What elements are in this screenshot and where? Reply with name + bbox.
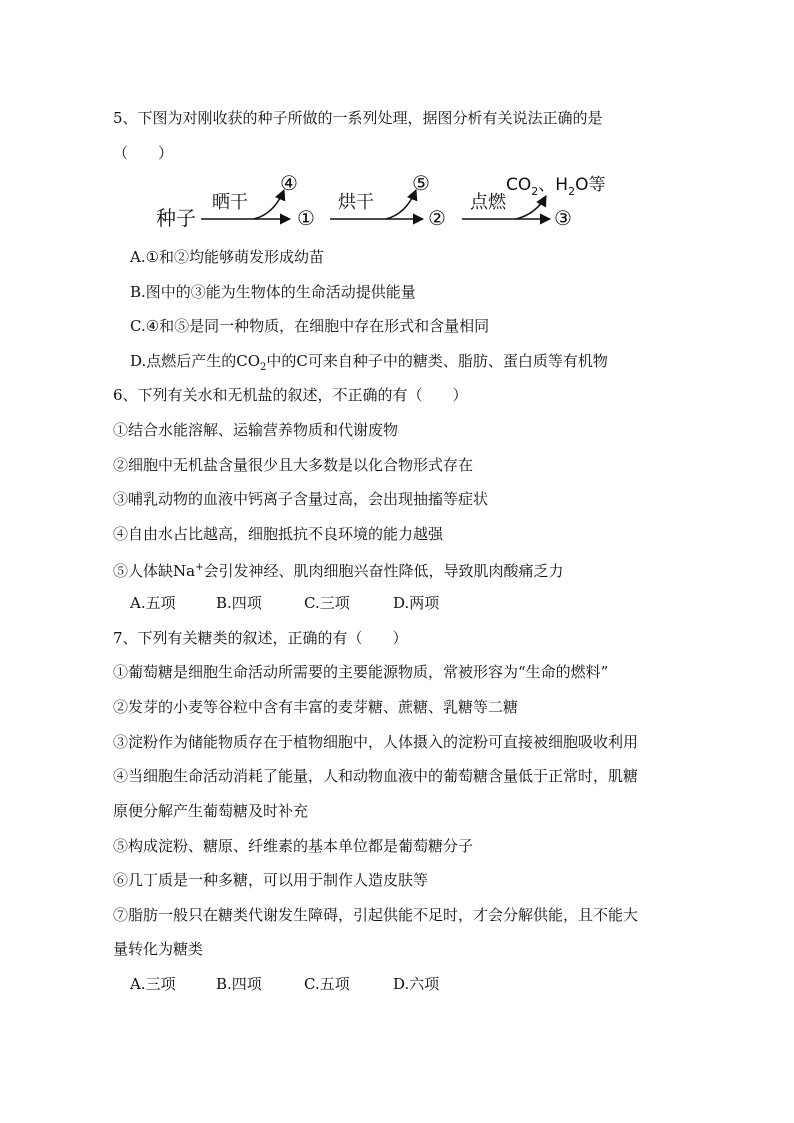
q6-stem: 6、下列有关水和无机盐的叙述，不正确的有（ ） bbox=[113, 386, 468, 404]
q5-option-c: C.④和⑤是同一种物质，在细胞中存在形式和含量相同 bbox=[130, 317, 490, 335]
q7-statement-7-line2: 量转化为糖类 bbox=[113, 940, 204, 958]
q7-statement-4-line1: ④当细胞生命活动消耗了能量，人和动物血液中的葡萄糖含量低于正常时，肌糖 bbox=[113, 767, 639, 785]
diagram-node-5: ⑤ bbox=[412, 171, 430, 195]
diagram-branch-arrow-3 bbox=[516, 196, 546, 219]
q7-statement-6: ⑥几丁质是一种多糖，可以用于制作人造皮肤等 bbox=[113, 871, 429, 889]
q6-option-d: D.两项 bbox=[393, 594, 440, 612]
q7-stem: 7、下列有关糖类的叙述，正确的有（ ） bbox=[113, 629, 408, 647]
q7-statement-5: ⑤构成淀粉、糖原、纤维素的基本单位都是葡萄糖分子 bbox=[113, 837, 474, 855]
q7-statement-3: ③淀粉作为储能物质存在于植物细胞中，人体摄入的淀粉可直接被细胞吸收利用 bbox=[113, 733, 639, 751]
q6-statement-5: ⑤人体缺Na+会引发神经、肌肉细胞兴奋性降低，导致肌肉酸痛乏力 bbox=[113, 562, 564, 580]
q7-option-b: B.四项 bbox=[216, 975, 262, 993]
q7-statement-1: ①葡萄糖是细胞生命活动所需要的主要能源物质，常被形容为“生命的燃料” bbox=[113, 663, 609, 681]
q6-statement-2: ②细胞中无机盐含量很少且大多数是以化合物形式存在 bbox=[113, 456, 474, 474]
q6-statement-4: ④自由水占比越高，细胞抵抗不良环境的能力越强 bbox=[113, 525, 444, 543]
q7-options bbox=[130, 974, 439, 994]
q7-statement-2: ②发芽的小麦等谷粒中含有丰富的麦芽糖、蔗糖、乳糖等二糖 bbox=[113, 698, 519, 716]
diagram-node-2: ② bbox=[428, 206, 446, 230]
diagram-seed-label: 种子 bbox=[156, 206, 196, 230]
q7-option-d: D.六项 bbox=[393, 975, 440, 993]
q6-option-b: B.四项 bbox=[216, 594, 262, 612]
q5-process-diagram bbox=[150, 168, 650, 234]
diagram-sun-dry-label: 晒干 bbox=[212, 192, 248, 213]
q6-statement-3: ③哺乳动物的血液中钙离子含量过高，会出现抽搐等症状 bbox=[113, 490, 489, 508]
q5-option-b: B.图中的③能为生物体的生命活动提供能量 bbox=[130, 283, 416, 301]
diagram-node-3: ③ bbox=[554, 206, 572, 230]
diagram-bake-dry-label: 烘干 bbox=[338, 192, 374, 213]
q5-answer-paren: （ ） bbox=[113, 144, 174, 162]
diagram-node-4: ④ bbox=[280, 171, 298, 195]
q7-option-c: C.五项 bbox=[304, 975, 350, 993]
q6-statement-1: ①结合水能溶解、运输营养物质和代谢废物 bbox=[113, 421, 399, 439]
q6-options bbox=[130, 593, 439, 613]
q6-option-c: C.三项 bbox=[304, 594, 350, 612]
q6-option-a: A.五项 bbox=[130, 594, 176, 612]
q5-stem: 5、下图为对刚收获的种子所做的一系列处理，据图分析有关说法正确的是 bbox=[113, 109, 603, 127]
q7-statement-4-line2: 原便分解产生葡萄糖及时补充 bbox=[113, 802, 309, 820]
q5-option-d: D.点燃后产生的$CO_2$中的C可来自种子中的糖类、脂肪、蛋白质等有机物 bbox=[130, 352, 608, 373]
q7-statement-7-line1: ⑦脂肪一般只在糖类代谢发生障碍，引起供能不足时，才会分解供能，且不能大 bbox=[113, 906, 639, 924]
diagram-ignite-label: 点燃 bbox=[470, 192, 506, 213]
diagram-products-label: $CO_2$、$H_2O$等 bbox=[506, 175, 606, 198]
q7-option-a: A.三项 bbox=[130, 975, 176, 993]
q5-option-a: A.①和②均能够萌发形成幼苗 bbox=[130, 248, 325, 266]
diagram-node-1: ① bbox=[297, 206, 315, 230]
